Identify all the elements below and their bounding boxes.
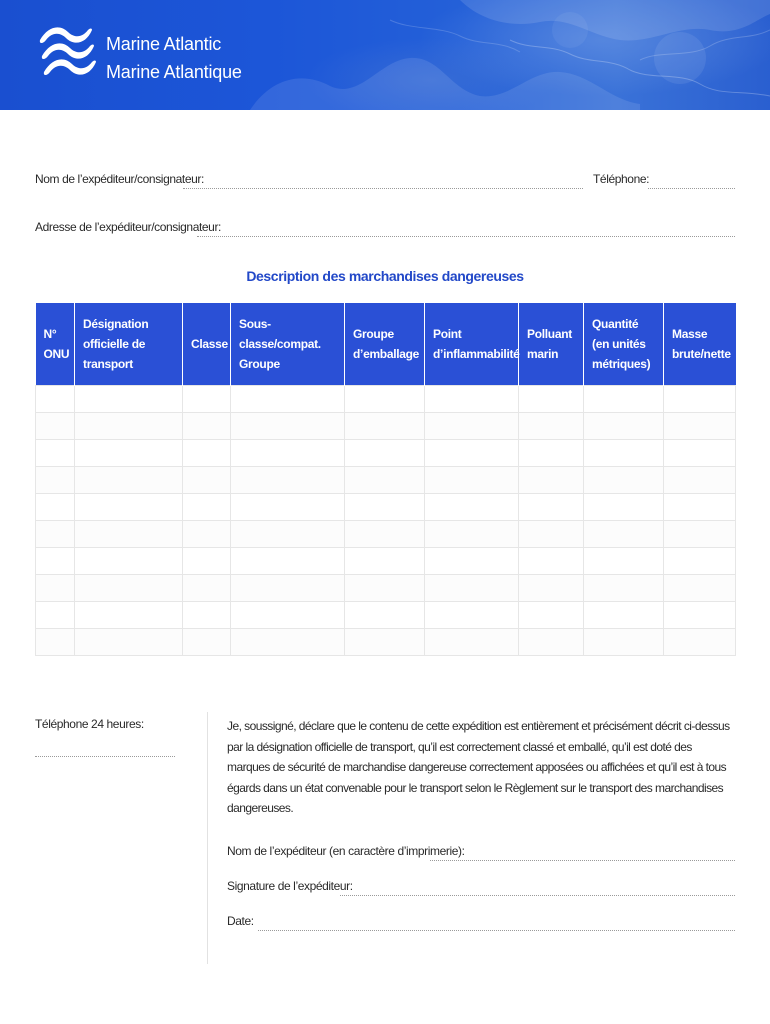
dangerous-goods-table: [35, 303, 736, 656]
table-cell[interactable]: [183, 520, 231, 547]
table-cell[interactable]: [584, 520, 664, 547]
map-background-graphic: [210, 0, 770, 110]
date-label: Date:: [227, 914, 254, 928]
table-cell[interactable]: [36, 412, 75, 439]
table-cell[interactable]: [584, 493, 664, 520]
table-cell[interactable]: [36, 493, 75, 520]
table-cell[interactable]: [345, 493, 425, 520]
table-cell[interactable]: [75, 439, 183, 466]
phone-field[interactable]: [648, 188, 735, 189]
table-cell[interactable]: [664, 493, 736, 520]
table-cell[interactable]: [345, 385, 425, 412]
table-cell[interactable]: [664, 466, 736, 493]
table-cell[interactable]: [345, 466, 425, 493]
column-header: Sous-classe/compat. Groupe: [231, 303, 345, 385]
table-cell[interactable]: [425, 628, 519, 655]
column-header: Masse brute/nette: [664, 303, 736, 385]
table-cell[interactable]: [345, 574, 425, 601]
table-cell[interactable]: [183, 412, 231, 439]
table-cell[interactable]: [345, 520, 425, 547]
phone-24h-field[interactable]: [35, 756, 175, 757]
table-cell[interactable]: [425, 493, 519, 520]
table-cell[interactable]: [231, 520, 345, 547]
date-field[interactable]: [258, 930, 735, 931]
table-cell[interactable]: [425, 385, 519, 412]
table-cell[interactable]: [183, 547, 231, 574]
table-cell[interactable]: [75, 601, 183, 628]
table-row: [36, 574, 736, 601]
signature-label: Signature de l’expéditeur:: [227, 879, 353, 893]
table-row: [36, 601, 736, 628]
signature-field[interactable]: [340, 895, 735, 896]
table-cell[interactable]: [75, 547, 183, 574]
table-cell[interactable]: [345, 547, 425, 574]
table-cell[interactable]: [36, 520, 75, 547]
printed-name-label: Nom de l’expéditeur (en caractère d’imprimerie):: [227, 844, 465, 858]
table-cell[interactable]: [231, 385, 345, 412]
column-header: Désignation officielle de transport: [75, 303, 183, 385]
table-cell[interactable]: [183, 601, 231, 628]
phone-24h-label: Téléphone 24 heures:: [35, 717, 144, 731]
phone-label: Téléphone:: [593, 172, 650, 186]
table-cell[interactable]: [664, 412, 736, 439]
table-cell[interactable]: [664, 439, 736, 466]
brand-name: [106, 30, 242, 86]
printed-name-field[interactable]: [430, 860, 735, 861]
table-cell[interactable]: [519, 547, 584, 574]
column-header: Classe: [183, 303, 231, 385]
table-cell[interactable]: [36, 574, 75, 601]
table-cell[interactable]: [183, 439, 231, 466]
table-cell[interactable]: [345, 412, 425, 439]
table-cell[interactable]: [584, 439, 664, 466]
table-cell[interactable]: [75, 385, 183, 412]
sender-address-field[interactable]: [197, 236, 735, 237]
table-cell[interactable]: [36, 628, 75, 655]
table-cell[interactable]: [231, 547, 345, 574]
table-cell[interactable]: [36, 547, 75, 574]
table-cell[interactable]: [183, 628, 231, 655]
table-cell[interactable]: [75, 574, 183, 601]
table-cell[interactable]: [425, 601, 519, 628]
table-row: [36, 439, 736, 466]
header-banner: [0, 0, 770, 110]
wave-logo-icon: [36, 20, 102, 88]
table-cell[interactable]: [75, 493, 183, 520]
table-row: [36, 520, 736, 547]
table-cell[interactable]: [425, 547, 519, 574]
table-cell[interactable]: [345, 439, 425, 466]
table-cell[interactable]: [664, 385, 736, 412]
table-cell[interactable]: [519, 412, 584, 439]
table-cell[interactable]: [584, 628, 664, 655]
table-cell[interactable]: [231, 439, 345, 466]
sender-name-field[interactable]: [183, 188, 583, 189]
column-header: Groupe d’emballage: [345, 303, 425, 385]
table-cell[interactable]: [231, 466, 345, 493]
table-cell[interactable]: [345, 601, 425, 628]
table-row: [36, 412, 736, 439]
declaration-text: Je, soussigné, déclare que le contenu de cette expédition est entièrement et précisément décrit ci-dessus par la désignation officielle de transport, qu’il est correctement classé et emballé, qu’il est doté des marques de sécurité de marchandise dangereuse correctement apposées ou affichées et qu’il est à tous égards dans un état convenable pour le transport selon le Règlement sur le transport des marchandises dangereuses.: [227, 719, 730, 815]
table-cell[interactable]: [75, 520, 183, 547]
table-cell[interactable]: [75, 628, 183, 655]
table-cell[interactable]: [231, 493, 345, 520]
dangerous-goods-title: Description des marchandises dangereuses: [246, 268, 524, 284]
table-row: [36, 493, 736, 520]
table-cell[interactable]: [584, 547, 664, 574]
table-cell[interactable]: [183, 385, 231, 412]
table-cell[interactable]: [36, 466, 75, 493]
table-cell[interactable]: [36, 601, 75, 628]
sender-address-label: Adresse de l’expéditeur/consignateur:: [35, 220, 221, 234]
table-body: [36, 385, 736, 655]
table-cell[interactable]: [231, 412, 345, 439]
column-divider: [207, 712, 208, 964]
table-cell[interactable]: [664, 547, 736, 574]
table-cell[interactable]: [75, 466, 183, 493]
table-cell[interactable]: [231, 628, 345, 655]
table-cell[interactable]: [664, 628, 736, 655]
table-cell[interactable]: [664, 601, 736, 628]
table-cell[interactable]: [183, 466, 231, 493]
table-cell[interactable]: [36, 385, 75, 412]
sender-name-label: Nom de l’expéditeur/consignateur:: [35, 172, 204, 186]
table-cell[interactable]: [664, 520, 736, 547]
table-cell[interactable]: [519, 601, 584, 628]
table-cell[interactable]: [231, 601, 345, 628]
column-header: Polluant marin: [519, 303, 584, 385]
table-header-row: [36, 303, 736, 385]
table-cell[interactable]: [183, 574, 231, 601]
table-cell[interactable]: [584, 574, 664, 601]
table-cell[interactable]: [231, 574, 345, 601]
table-cell[interactable]: [425, 520, 519, 547]
table-cell[interactable]: [183, 493, 231, 520]
table-cell[interactable]: [584, 601, 664, 628]
table-cell[interactable]: [519, 520, 584, 547]
table-row: [36, 547, 736, 574]
table-cell[interactable]: [584, 385, 664, 412]
table-cell[interactable]: [75, 412, 183, 439]
table-cell[interactable]: [584, 412, 664, 439]
table-cell[interactable]: [425, 412, 519, 439]
table-cell[interactable]: [519, 385, 584, 412]
brand-name-english: Marine Atlantic: [106, 34, 222, 54]
column-header: Point d’inflammabilité: [425, 303, 519, 385]
table-row: [36, 628, 736, 655]
table-row: [36, 466, 736, 493]
table-cell[interactable]: [519, 574, 584, 601]
table-cell[interactable]: [519, 493, 584, 520]
table-cell[interactable]: [664, 574, 736, 601]
table-cell[interactable]: [519, 466, 584, 493]
table-cell[interactable]: [345, 628, 425, 655]
column-header: Quantité (en unités métriques): [584, 303, 664, 385]
brand-name-french: Marine Atlantique: [106, 62, 242, 82]
table-row: [36, 385, 736, 412]
column-header: N° ONU: [36, 303, 75, 385]
table-cell[interactable]: [519, 439, 584, 466]
table-cell[interactable]: [584, 466, 664, 493]
table-cell[interactable]: [36, 439, 75, 466]
table-cell[interactable]: [519, 628, 584, 655]
table-cell[interactable]: [425, 574, 519, 601]
table-cell[interactable]: [425, 439, 519, 466]
table-cell[interactable]: [425, 466, 519, 493]
